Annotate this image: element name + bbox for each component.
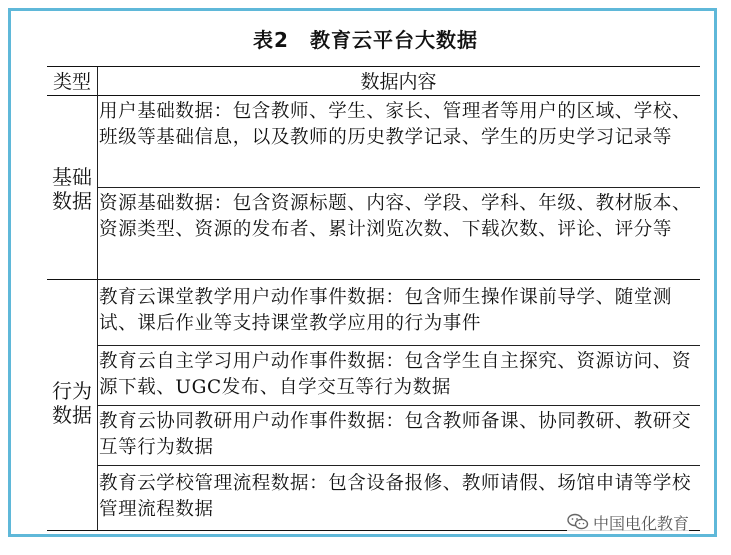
header-type: 类型: [52, 71, 91, 93]
column-divider: [97, 67, 98, 530]
table-cell: 教育云课堂教学用户动作事件数据：包含师生操作课前导学、随堂测试、课后作业等支持课堂教学应用的行为事件: [99, 287, 673, 334]
category-behavior: [47, 379, 97, 427]
category-basic: [47, 165, 97, 213]
header-content: 数据内容: [360, 71, 437, 93]
table-title: 表2 教育云平台大数据: [253, 28, 478, 52]
row-divider: [97, 345, 700, 346]
table-cell: 教育云协同教研用户动作事件数据：包含教师备课、协同教研、教研交互等行为数据: [99, 411, 692, 458]
wechat-icon: [567, 513, 589, 531]
table-cell: 用户基础数据：包含教师、学生、家长、管理者等用户的区域、学校、班级等基础信息，以及教师的历史教学记录、学生的历史学习记录等: [99, 101, 692, 148]
row-divider: [97, 405, 700, 406]
watermark-text: 中国电化教育: [593, 513, 690, 533]
header-rule: [47, 95, 700, 96]
row-divider: [97, 187, 700, 188]
watermark: [567, 511, 689, 533]
group-divider: [47, 279, 700, 280]
table-top-rule: [47, 66, 700, 67]
row-divider: [97, 465, 700, 466]
category-label: 行为数据: [52, 379, 92, 427]
table-cell: 教育云学校管理流程数据：包含设备报修、教师请假、场馆申请等学校管理流程数据: [99, 473, 692, 520]
table-cell: 教育云自主学习用户动作事件数据：包含学生自主探究、资源访问、资源下载、UGC发布、自学交互等行为数据: [99, 351, 692, 398]
table-cell: 资源基础数据：包含资源标题、内容、学段、学科、年级、教材版本、资源类型、资源的发布者、累计浏览次数、下载次数、评论、评分等: [99, 193, 692, 240]
table-frame: [8, 8, 717, 537]
category-label: 基础数据: [52, 165, 92, 213]
